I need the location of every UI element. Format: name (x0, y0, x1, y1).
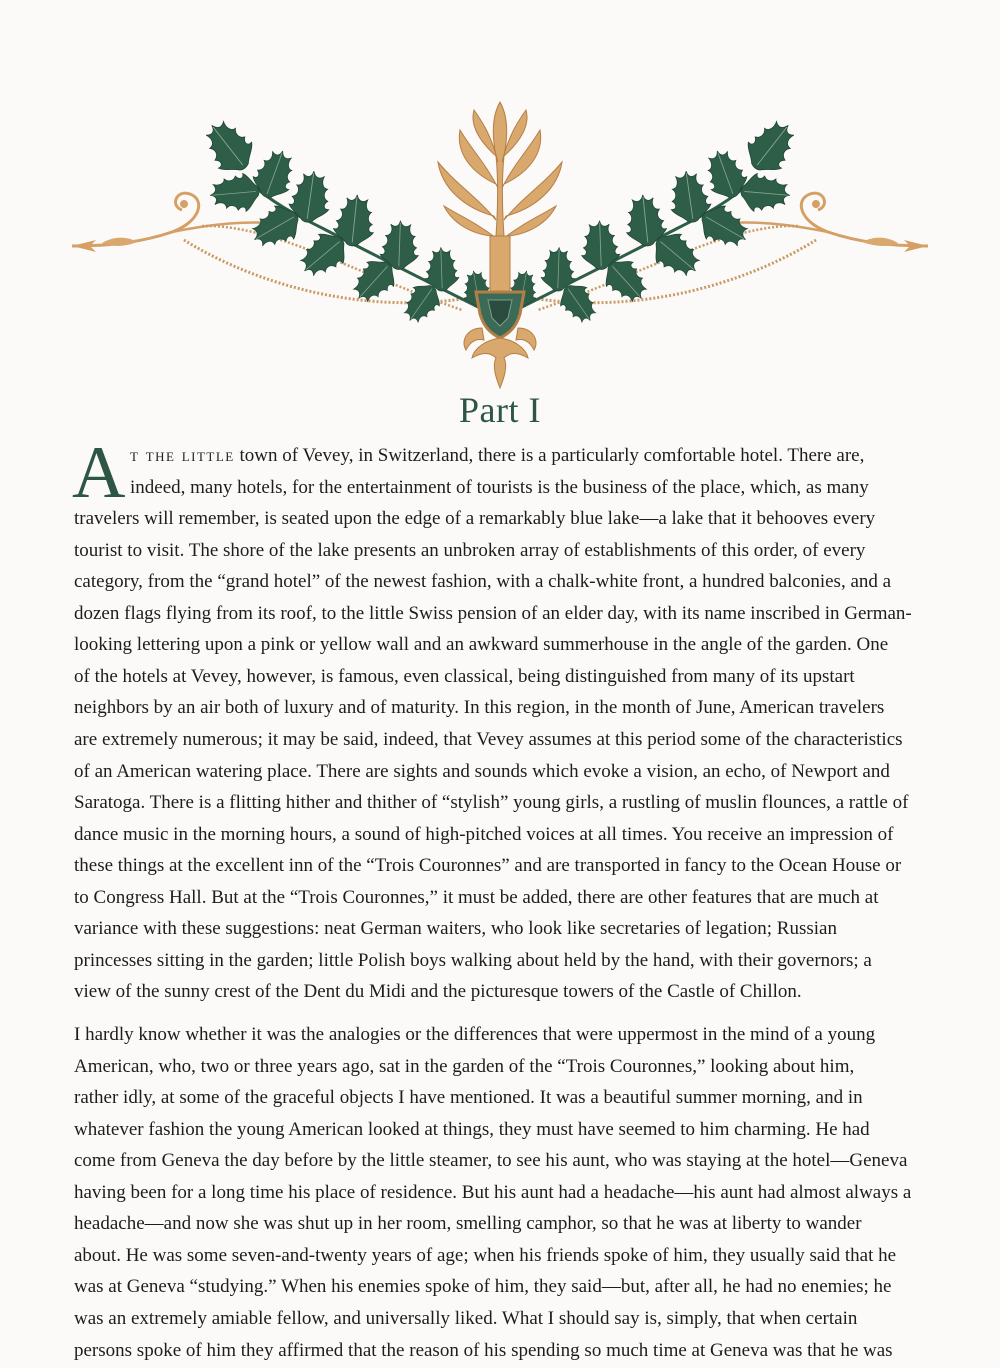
paragraph-2-line: whatever fashion the young American looked at things, they must have seemed to him charming. He had (74, 1118, 870, 1140)
paragraph-2-line: having been for a long time his place of residence. But his aunt had a headache—his aunt had almost always a (74, 1181, 912, 1203)
paragraph-1-line: looking lettering upon a pink or yellow wall and an awkward summerhouse in the angle of the garden. One (74, 634, 889, 656)
paragraph-1-line: are extremely numerous; it may be said, indeed, that Vevey assumes at this period some of the characteristics (74, 728, 903, 750)
drop-cap: A (72, 432, 126, 514)
paragraph-1-line: of the hotels at Vevey, however, is famous, even classical, being distinguished from many of its upstart (74, 665, 855, 687)
paragraph-1-line: these things at the excellent inn of the “Trois Couronnes” and are transported in fancy to the Ocean House or (74, 855, 902, 877)
paragraph-1-line: dozen flags flying from its roof, to the little Swiss pension of an elder day, with its name inscribed in German- (74, 602, 912, 624)
paragraph-1-line: of an American watering place. There are sights and sounds which evoke a vision, an echo, of Newport and (74, 760, 890, 782)
paragraph-2-line: persons spoke of him they affirmed that the reason of his spending so much time at Geneva was that he was (74, 1339, 893, 1361)
paragraph-1-line: tourist to visit. The shore of the lake presents an unbroken array of establishments of this order, of every (74, 539, 866, 561)
paragraph-2-line: I hardly know whether it was the analogies or the differences that were uppermost in the mind of a young (74, 1024, 876, 1045)
lead-small-caps: t the little (130, 445, 235, 466)
paragraph-1-line: category, from the “grand hotel” of the newest fashion, with a chalk-white front, a hundred balconies, and a (74, 571, 892, 593)
paragraph-1-line: princesses sitting in the garden; little Polish boys walking about held by the hand, with their governors; a (74, 949, 872, 971)
paragraph-2-line: was at Geneva “studying.” When his enemies spoke of him, they said—but, after all, he had no enemies; he (74, 1276, 892, 1298)
paragraph-2-line: come from Geneva the day before by the little steamer, to see his aunt, who was staying at the hotel—Geneva (74, 1150, 908, 1172)
paragraph-1-line: dance music in the morning hours, a sound of high-pitched voices at all times. You receive an impression of (74, 823, 894, 845)
paragraph-1-line: view of the sunny crest of the Dent du Midi and the picturesque towers of the Castle of Chillon. (74, 981, 802, 1003)
paragraph-1-line: travelers will remember, is seated upon the edge of a remarkably blue lake—a lake that it behooves every (74, 508, 876, 530)
part-title: Part I (459, 390, 541, 430)
foliate-scroll-ornament-icon (72, 96, 928, 392)
paragraph-1-line-text: town of Vevey, in Switzerland, there is a particularly comfortable hotel. There are, (234, 445, 865, 466)
paragraph-2-line: headache—and now she was shut up in her room, smelling camphor, so that he was at liberty to wander (74, 1213, 862, 1235)
paragraph-2-line: rather idly, at some of the graceful objects I have mentioned. It was a beautiful summer morning, and in (74, 1087, 863, 1109)
paragraph-1-line: to Congress Hall. But at the “Trois Couronnes,” it must be added, there are other features that are much at (74, 886, 879, 908)
paragraph-2-line: was an extremely amiable fellow, and universally liked. What I should say is, simply, that when certain (74, 1307, 858, 1329)
paragraph-1-line: Saratoga. There is a flitting hither and thither of “stylish” young girls, a rustling of muslin flounces, a rattle of (74, 792, 909, 814)
paragraph-1-line: neighbors by an air both of luxury and of maturity. In this region, in the month of June, American travelers (74, 697, 885, 719)
paragraph-2-line: about. He was some seven-and-twenty years of age; when his friends spoke of him, they usually said that he (74, 1244, 897, 1266)
paragraph-1-line: indeed, many hotels, for the entertainment of tourists is the business of the place, which, as many (130, 476, 869, 498)
paragraph-1-line: variance with these suggestions: neat German waiters, who look like secretaries of legation; Russian (74, 918, 837, 940)
paragraph-1-line (130, 444, 864, 468)
paragraph-2-line: American, who, two or three years ago, sat in the garden of the “Trois Couronnes,” looking about him, (74, 1055, 855, 1077)
